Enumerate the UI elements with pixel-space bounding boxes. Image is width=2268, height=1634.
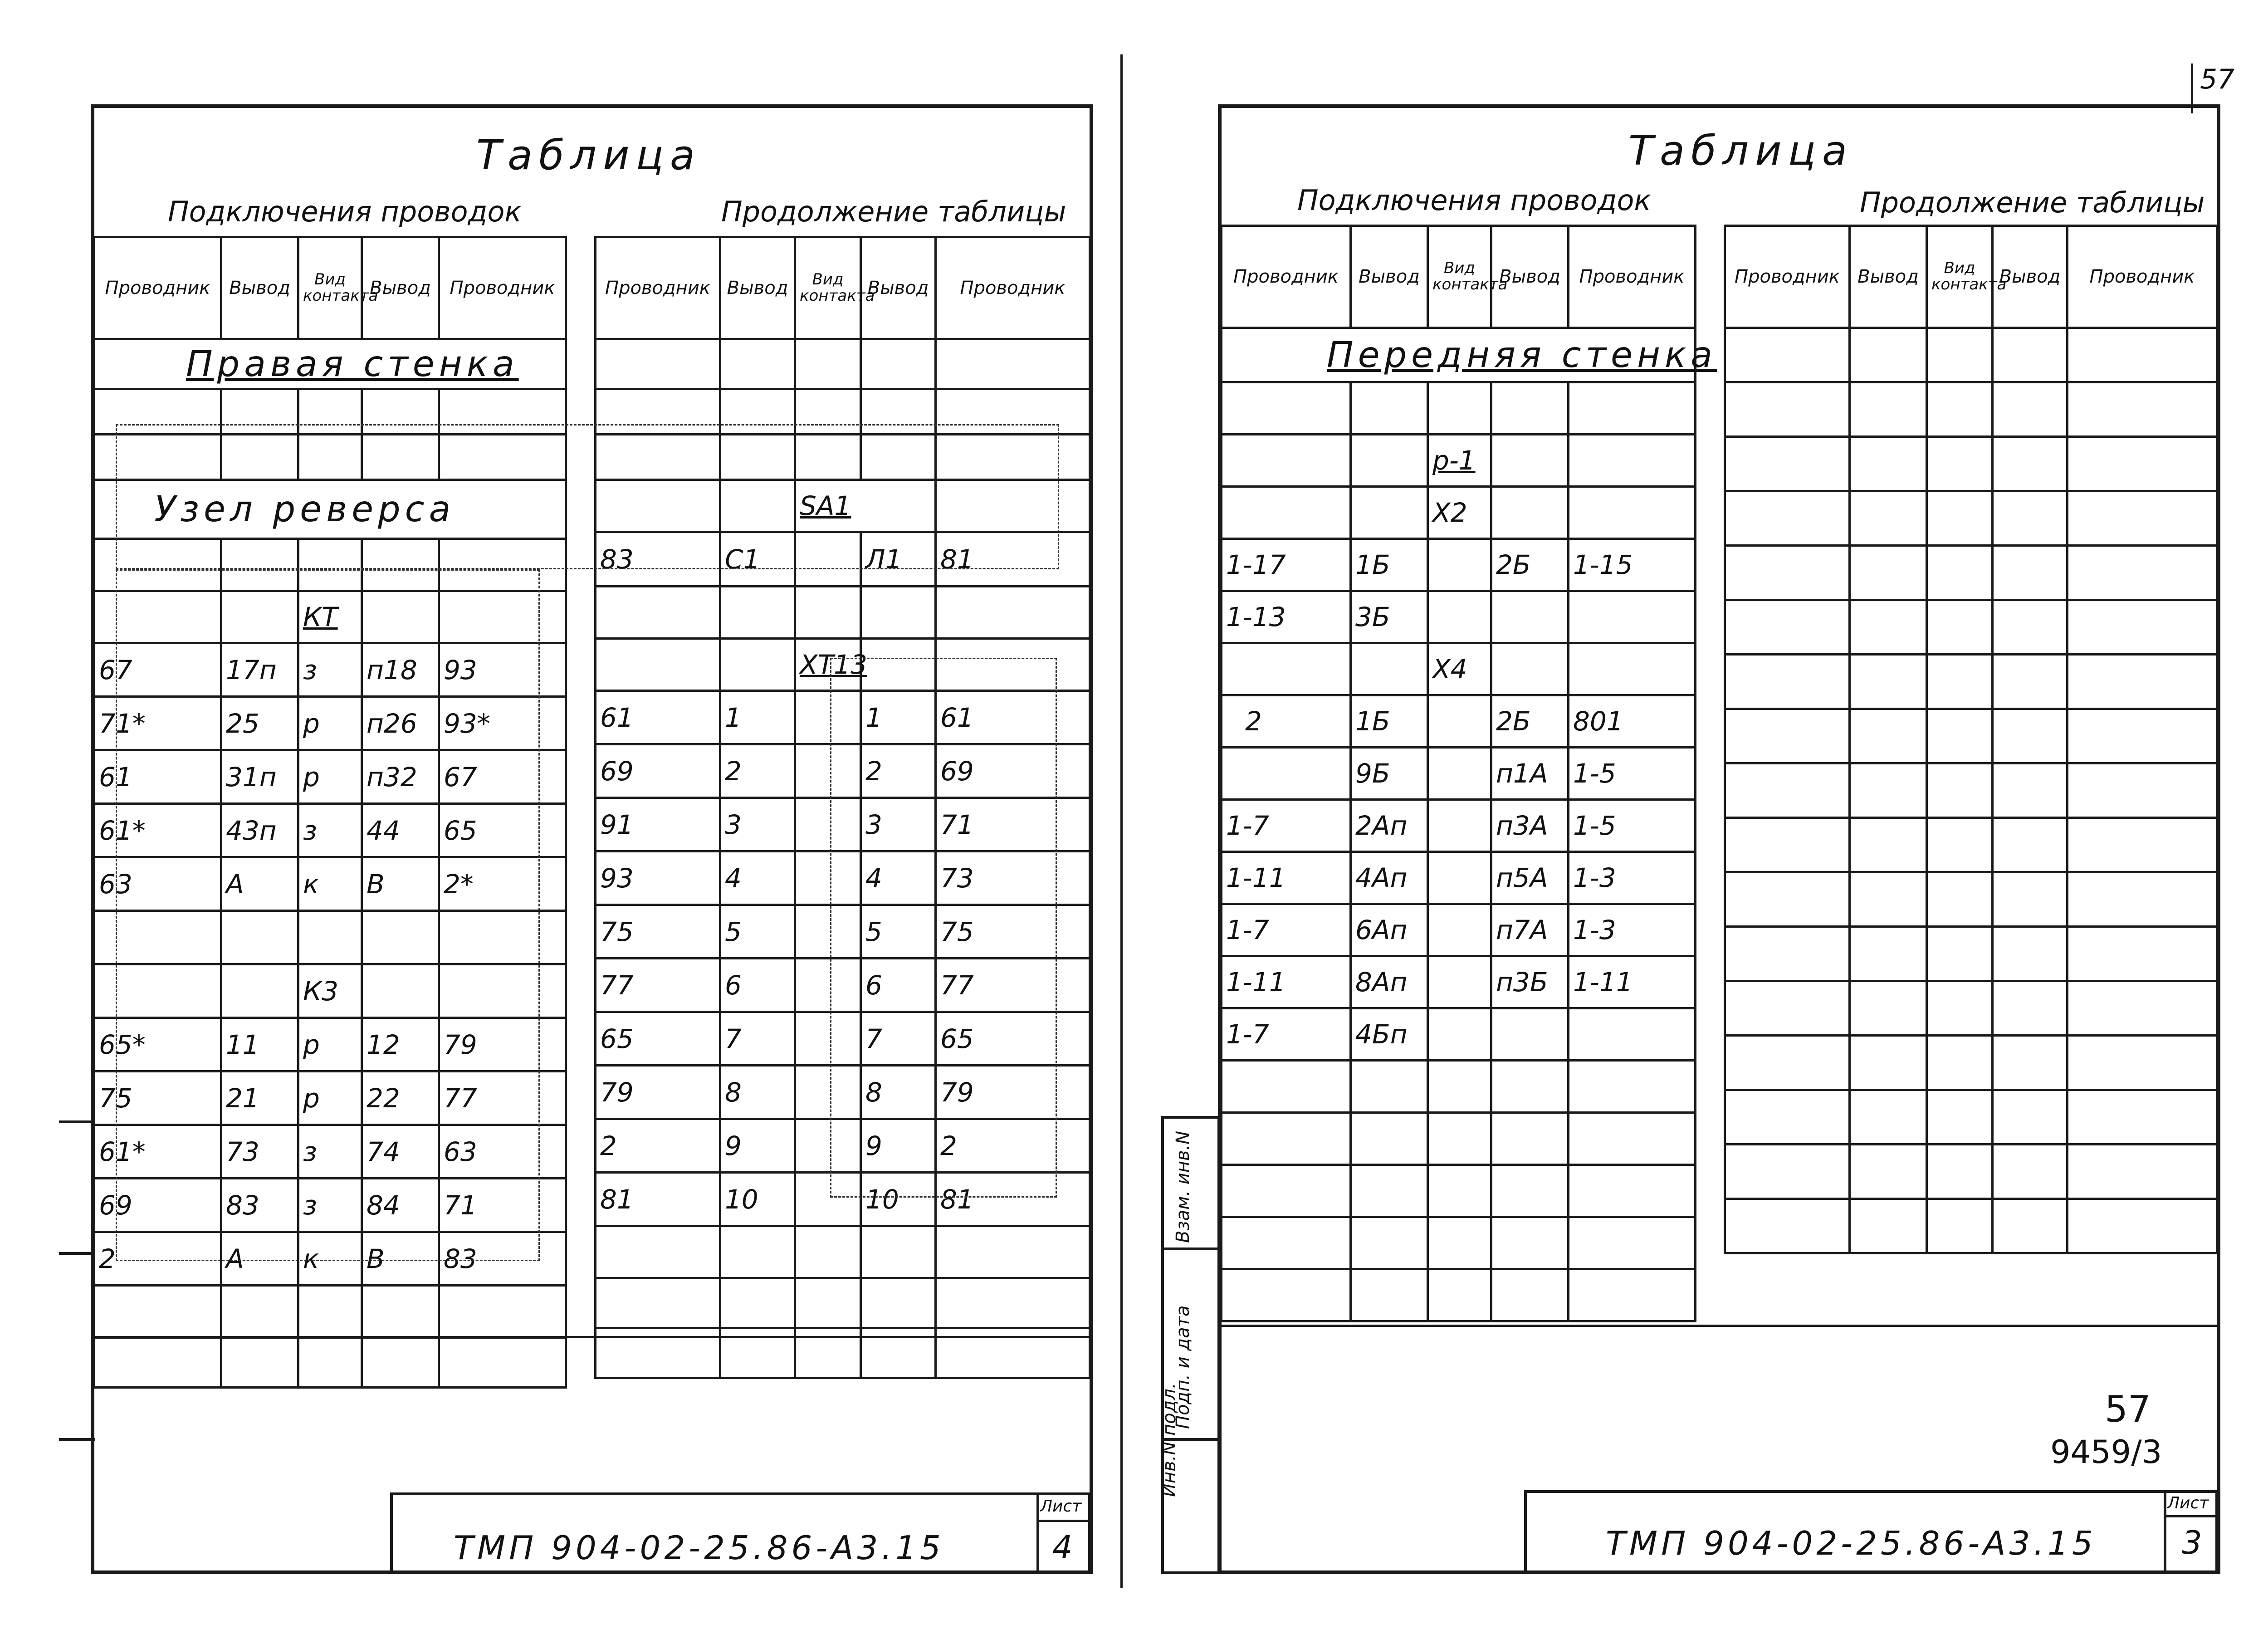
cell: 2 bbox=[861, 744, 936, 798]
cell: 67 bbox=[94, 643, 221, 697]
cell: 1-7 bbox=[1222, 1008, 1351, 1061]
section-title: Правая стенка bbox=[94, 339, 566, 389]
cell: 79 bbox=[936, 1066, 1090, 1119]
cell: 61 bbox=[94, 750, 221, 804]
header-row bbox=[94, 237, 566, 339]
header-row bbox=[1725, 226, 2217, 328]
cell: А bbox=[221, 857, 298, 911]
corner-mark: 57 bbox=[2200, 64, 2235, 95]
header-terminal: Вывод bbox=[1351, 226, 1428, 328]
cell: 2* bbox=[439, 857, 566, 911]
header-conductor: Проводник bbox=[94, 237, 221, 339]
cell: 6 bbox=[861, 959, 936, 1012]
cell: 1-15 bbox=[1569, 539, 1696, 591]
table-row bbox=[1222, 435, 1696, 487]
header-terminal: Вывод bbox=[362, 237, 439, 339]
cell: 3 bbox=[720, 798, 795, 851]
table-row bbox=[94, 1286, 566, 1338]
cell: 6 bbox=[720, 959, 795, 1012]
cell: 2 bbox=[720, 744, 795, 798]
cell: з bbox=[298, 643, 362, 697]
section-row bbox=[1222, 328, 1696, 382]
cell: п18 bbox=[362, 643, 439, 697]
cell: 71 bbox=[936, 798, 1090, 851]
cell: SA1 bbox=[795, 480, 936, 532]
cell: 7 bbox=[861, 1012, 936, 1066]
cell: К3 bbox=[298, 964, 362, 1018]
cell: 79 bbox=[439, 1018, 566, 1071]
table-row bbox=[1222, 539, 1696, 591]
right-continuation-table bbox=[1724, 225, 2218, 1254]
cell: 61* bbox=[94, 804, 221, 857]
cell: 69 bbox=[94, 1179, 221, 1232]
cell bbox=[1491, 1008, 1569, 1061]
left-margin-tick bbox=[59, 1252, 95, 1255]
sheet-box-divider bbox=[2164, 1515, 2218, 1517]
cell: 25 bbox=[221, 697, 298, 750]
cell: 9 bbox=[720, 1119, 795, 1173]
cell: С1 bbox=[720, 532, 795, 587]
cell: 1-3 bbox=[1569, 852, 1696, 904]
cell: р bbox=[298, 1018, 362, 1071]
cell: 8 bbox=[861, 1066, 936, 1119]
header-terminal: Вывод bbox=[1993, 226, 2068, 328]
cell bbox=[1428, 800, 1491, 852]
cell: 5 bbox=[861, 905, 936, 959]
cell: р bbox=[298, 697, 362, 750]
right-subtitle-right: Продолжение таблицы bbox=[1860, 186, 2205, 219]
cell bbox=[1428, 1008, 1491, 1061]
cell: п32 bbox=[362, 750, 439, 804]
table-row bbox=[1222, 591, 1696, 643]
kt-group-outline bbox=[116, 569, 540, 1261]
cell: 65* bbox=[94, 1018, 221, 1071]
cell: 9Б bbox=[1351, 748, 1428, 800]
left-subtitle-right: Продолжение таблицы bbox=[721, 195, 1066, 228]
cell: 3Б bbox=[1351, 591, 1428, 643]
cell: 75 bbox=[94, 1071, 221, 1125]
cell: 8Ап bbox=[1351, 956, 1428, 1008]
cell: 1-11 bbox=[1222, 852, 1351, 904]
cell: 63 bbox=[94, 857, 221, 911]
cell: 22 bbox=[362, 1071, 439, 1125]
cell: 81 bbox=[936, 532, 1090, 587]
cell: 2 bbox=[596, 1119, 720, 1173]
left-sheet-label: Лист bbox=[1040, 1497, 1082, 1516]
center-divider bbox=[1120, 54, 1123, 1588]
right-sheet-label: Лист bbox=[2167, 1494, 2209, 1512]
cell: Л1 bbox=[861, 532, 936, 587]
cell: 93 bbox=[596, 851, 720, 905]
cell: 84 bbox=[362, 1179, 439, 1232]
cell: 93* bbox=[439, 697, 566, 750]
table-row bbox=[1222, 1061, 1696, 1113]
cell: к bbox=[298, 1232, 362, 1286]
header-conductor: Проводник bbox=[596, 237, 720, 339]
table-row bbox=[596, 339, 1090, 389]
section-row bbox=[94, 339, 566, 389]
cell: 44 bbox=[362, 804, 439, 857]
table-row bbox=[1222, 382, 1696, 435]
cell bbox=[1569, 591, 1696, 643]
side-label-inventory: Инв.N подл. bbox=[1159, 1383, 1180, 1497]
cell: Х4 bbox=[1428, 643, 1491, 695]
cell: 12 bbox=[362, 1018, 439, 1071]
table-row bbox=[596, 587, 1090, 639]
cell bbox=[1491, 591, 1569, 643]
cell bbox=[1428, 695, 1491, 748]
cell: 2Б bbox=[1491, 539, 1569, 591]
cell: 65 bbox=[936, 1012, 1090, 1066]
cell: 65 bbox=[439, 804, 566, 857]
cell: 9 bbox=[861, 1119, 936, 1173]
cell: 61 bbox=[936, 691, 1090, 744]
cell: 10 bbox=[861, 1173, 936, 1226]
cell: з bbox=[298, 804, 362, 857]
header-terminal: Вывод bbox=[861, 237, 936, 339]
cell: 1-17 bbox=[1222, 539, 1351, 591]
header-terminal: Вывод bbox=[1850, 226, 1927, 328]
cell: 4Ап bbox=[1351, 852, 1428, 904]
cell: 61 bbox=[596, 691, 720, 744]
doc-number: 9459/3 bbox=[2050, 1433, 2162, 1471]
cell: 5 bbox=[720, 905, 795, 959]
cell bbox=[1428, 904, 1491, 956]
cell: 83 bbox=[596, 532, 720, 587]
header-row bbox=[596, 237, 1090, 339]
left-table-title: Таблица bbox=[476, 132, 702, 179]
cell: А bbox=[221, 1232, 298, 1286]
right-subtitle-left: Подключения проводок bbox=[1297, 184, 1651, 217]
cell: 67 bbox=[439, 750, 566, 804]
cell bbox=[1428, 852, 1491, 904]
right-stamp-code: ТМП 904-02-25.86-А3.15 bbox=[1606, 1524, 2097, 1562]
header-row bbox=[1222, 226, 1696, 328]
cell: 43п bbox=[221, 804, 298, 857]
cell: 65 bbox=[596, 1012, 720, 1066]
cell bbox=[1428, 591, 1491, 643]
cell: 71 bbox=[439, 1179, 566, 1232]
section-title: Передняя стенка bbox=[1222, 328, 1696, 382]
cell: 1-5 bbox=[1569, 800, 1696, 852]
cell: 93 bbox=[439, 643, 566, 697]
xt13-group-outline bbox=[830, 658, 1057, 1198]
table-row bbox=[1222, 800, 1696, 852]
right-main-table bbox=[1220, 225, 1717, 1322]
cell: п5А bbox=[1491, 852, 1569, 904]
table-row bbox=[1222, 643, 1696, 695]
cell: Х2 bbox=[1428, 487, 1491, 539]
cell: 61* bbox=[94, 1125, 221, 1179]
table-row bbox=[1222, 904, 1696, 956]
cell: 1-13 bbox=[1222, 591, 1351, 643]
cell: 77 bbox=[936, 959, 1090, 1012]
side-label-signature-date: Подп. и дата bbox=[1173, 1305, 1193, 1429]
cell: 2 bbox=[936, 1119, 1090, 1173]
page-number: 57 bbox=[2105, 1388, 2151, 1430]
cell: 4Бп bbox=[1351, 1008, 1428, 1061]
cell: 1-7 bbox=[1222, 800, 1351, 852]
cell: 4 bbox=[720, 851, 795, 905]
cell: р-1 bbox=[1428, 435, 1491, 487]
table-row bbox=[1222, 1165, 1696, 1217]
cell: 77 bbox=[596, 959, 720, 1012]
cell bbox=[1428, 539, 1491, 591]
cell: р bbox=[298, 1071, 362, 1125]
cell: 75 bbox=[596, 905, 720, 959]
cell: п3А bbox=[1491, 800, 1569, 852]
node-label: Узел реверса bbox=[94, 480, 566, 539]
cell: 77 bbox=[439, 1071, 566, 1125]
cell: ХТ13 bbox=[795, 639, 861, 691]
cell: 83 bbox=[439, 1232, 566, 1286]
left-margin-tick bbox=[59, 1120, 95, 1123]
cell bbox=[1222, 748, 1351, 800]
cell: р bbox=[298, 750, 362, 804]
table-row bbox=[1222, 1269, 1696, 1321]
cell: КТ bbox=[298, 591, 362, 643]
cell: 11 bbox=[221, 1018, 298, 1071]
table-row bbox=[596, 1226, 1090, 1278]
cell: 1-7 bbox=[1222, 904, 1351, 956]
sheet-box-divider bbox=[1036, 1520, 1091, 1522]
header-conductor: Проводник bbox=[439, 237, 566, 339]
cell: п7А bbox=[1491, 904, 1569, 956]
cell: 1 bbox=[861, 691, 936, 744]
cell: 79 bbox=[596, 1066, 720, 1119]
side-label-replacement: Взам. инв.N bbox=[1173, 1130, 1193, 1243]
reverse-node-outline bbox=[116, 424, 1059, 569]
cell: з bbox=[298, 1179, 362, 1232]
cell: 7 bbox=[720, 1012, 795, 1066]
cell: 31п bbox=[221, 750, 298, 804]
left-subtitle-left: Подключения проводок bbox=[168, 195, 522, 228]
cell: 3 bbox=[861, 798, 936, 851]
cell bbox=[1569, 1008, 1696, 1061]
right-lower-line bbox=[1220, 1325, 2218, 1327]
cell: 1Б bbox=[1351, 695, 1428, 748]
cell: 2 bbox=[1222, 695, 1351, 748]
cell bbox=[1428, 956, 1491, 1008]
cell: 8 bbox=[720, 1066, 795, 1119]
cell: п3Б bbox=[1491, 956, 1569, 1008]
header-conductor: Проводник bbox=[936, 237, 1090, 339]
left-lower-line bbox=[93, 1336, 1091, 1338]
cell: 10 bbox=[720, 1173, 795, 1226]
cell: 81 bbox=[596, 1173, 720, 1226]
cell: 73 bbox=[936, 851, 1090, 905]
table-row bbox=[1222, 695, 1696, 748]
cell: 2 bbox=[94, 1232, 221, 1286]
right-sheet-number: 3 bbox=[2182, 1524, 2202, 1561]
header-contact-type: Вид контакта bbox=[298, 237, 362, 339]
cell: 4 bbox=[861, 851, 936, 905]
header-conductor: Проводник bbox=[1569, 226, 1696, 328]
left-stamp-code: ТМП 904-02-25.86-А3.15 bbox=[454, 1529, 944, 1567]
cell: 1Б bbox=[1351, 539, 1428, 591]
left-margin-tick bbox=[59, 1438, 95, 1441]
cell: 91 bbox=[596, 798, 720, 851]
cell: В bbox=[362, 1232, 439, 1286]
cell: 63 bbox=[439, 1125, 566, 1179]
table-row bbox=[1222, 1217, 1696, 1269]
table-row bbox=[1222, 487, 1696, 539]
cell: 2Б bbox=[1491, 695, 1569, 748]
left-sheet-number: 4 bbox=[1052, 1529, 1073, 1566]
header-contact-type: Вид контакта bbox=[795, 237, 861, 339]
header-terminal: Вывод bbox=[221, 237, 298, 339]
table-row bbox=[1222, 1113, 1696, 1165]
cell: 71* bbox=[94, 697, 221, 750]
table-row bbox=[1222, 1008, 1696, 1061]
cell: 6Ап bbox=[1351, 904, 1428, 956]
header-terminal: Вывод bbox=[1491, 226, 1569, 328]
cell: 69 bbox=[936, 744, 1090, 798]
table-row bbox=[596, 1328, 1090, 1378]
cell: 69 bbox=[596, 744, 720, 798]
table-row bbox=[1222, 852, 1696, 904]
cell: 81 bbox=[936, 1173, 1090, 1226]
cell: 75 bbox=[936, 905, 1090, 959]
table-row bbox=[596, 1278, 1090, 1328]
cell: к bbox=[298, 857, 362, 911]
cell: з bbox=[298, 1125, 362, 1179]
header-conductor: Проводник bbox=[1222, 226, 1351, 328]
cell: 1-11 bbox=[1222, 956, 1351, 1008]
cell: 2Ап bbox=[1351, 800, 1428, 852]
table-row bbox=[1222, 748, 1696, 800]
cell: 73 bbox=[221, 1125, 298, 1179]
header-contact-type: Вид контакта bbox=[1927, 226, 1993, 328]
table-row bbox=[1222, 956, 1696, 1008]
right-table-title: Таблица bbox=[1628, 127, 1854, 175]
cell: В bbox=[362, 857, 439, 911]
cell: п26 bbox=[362, 697, 439, 750]
cell: 1 bbox=[720, 691, 795, 744]
cell: 1-3 bbox=[1569, 904, 1696, 956]
table-row bbox=[94, 1338, 566, 1388]
header-conductor: Проводник bbox=[1725, 226, 1850, 328]
header-contact-type: Вид контакта bbox=[1428, 226, 1491, 328]
header-conductor: Проводник bbox=[2068, 226, 2217, 328]
side-strip-divider bbox=[1161, 1248, 1220, 1250]
cell: п1А bbox=[1491, 748, 1569, 800]
header-terminal: Вывод bbox=[720, 237, 795, 339]
cell: 1-11 bbox=[1569, 956, 1696, 1008]
cell: 17п bbox=[221, 643, 298, 697]
cell: 21 bbox=[221, 1071, 298, 1125]
cell: 74 bbox=[362, 1125, 439, 1179]
cell bbox=[1428, 748, 1491, 800]
cell: 1-5 bbox=[1569, 748, 1696, 800]
cell: 83 bbox=[221, 1179, 298, 1232]
cell: 801 bbox=[1569, 695, 1696, 748]
